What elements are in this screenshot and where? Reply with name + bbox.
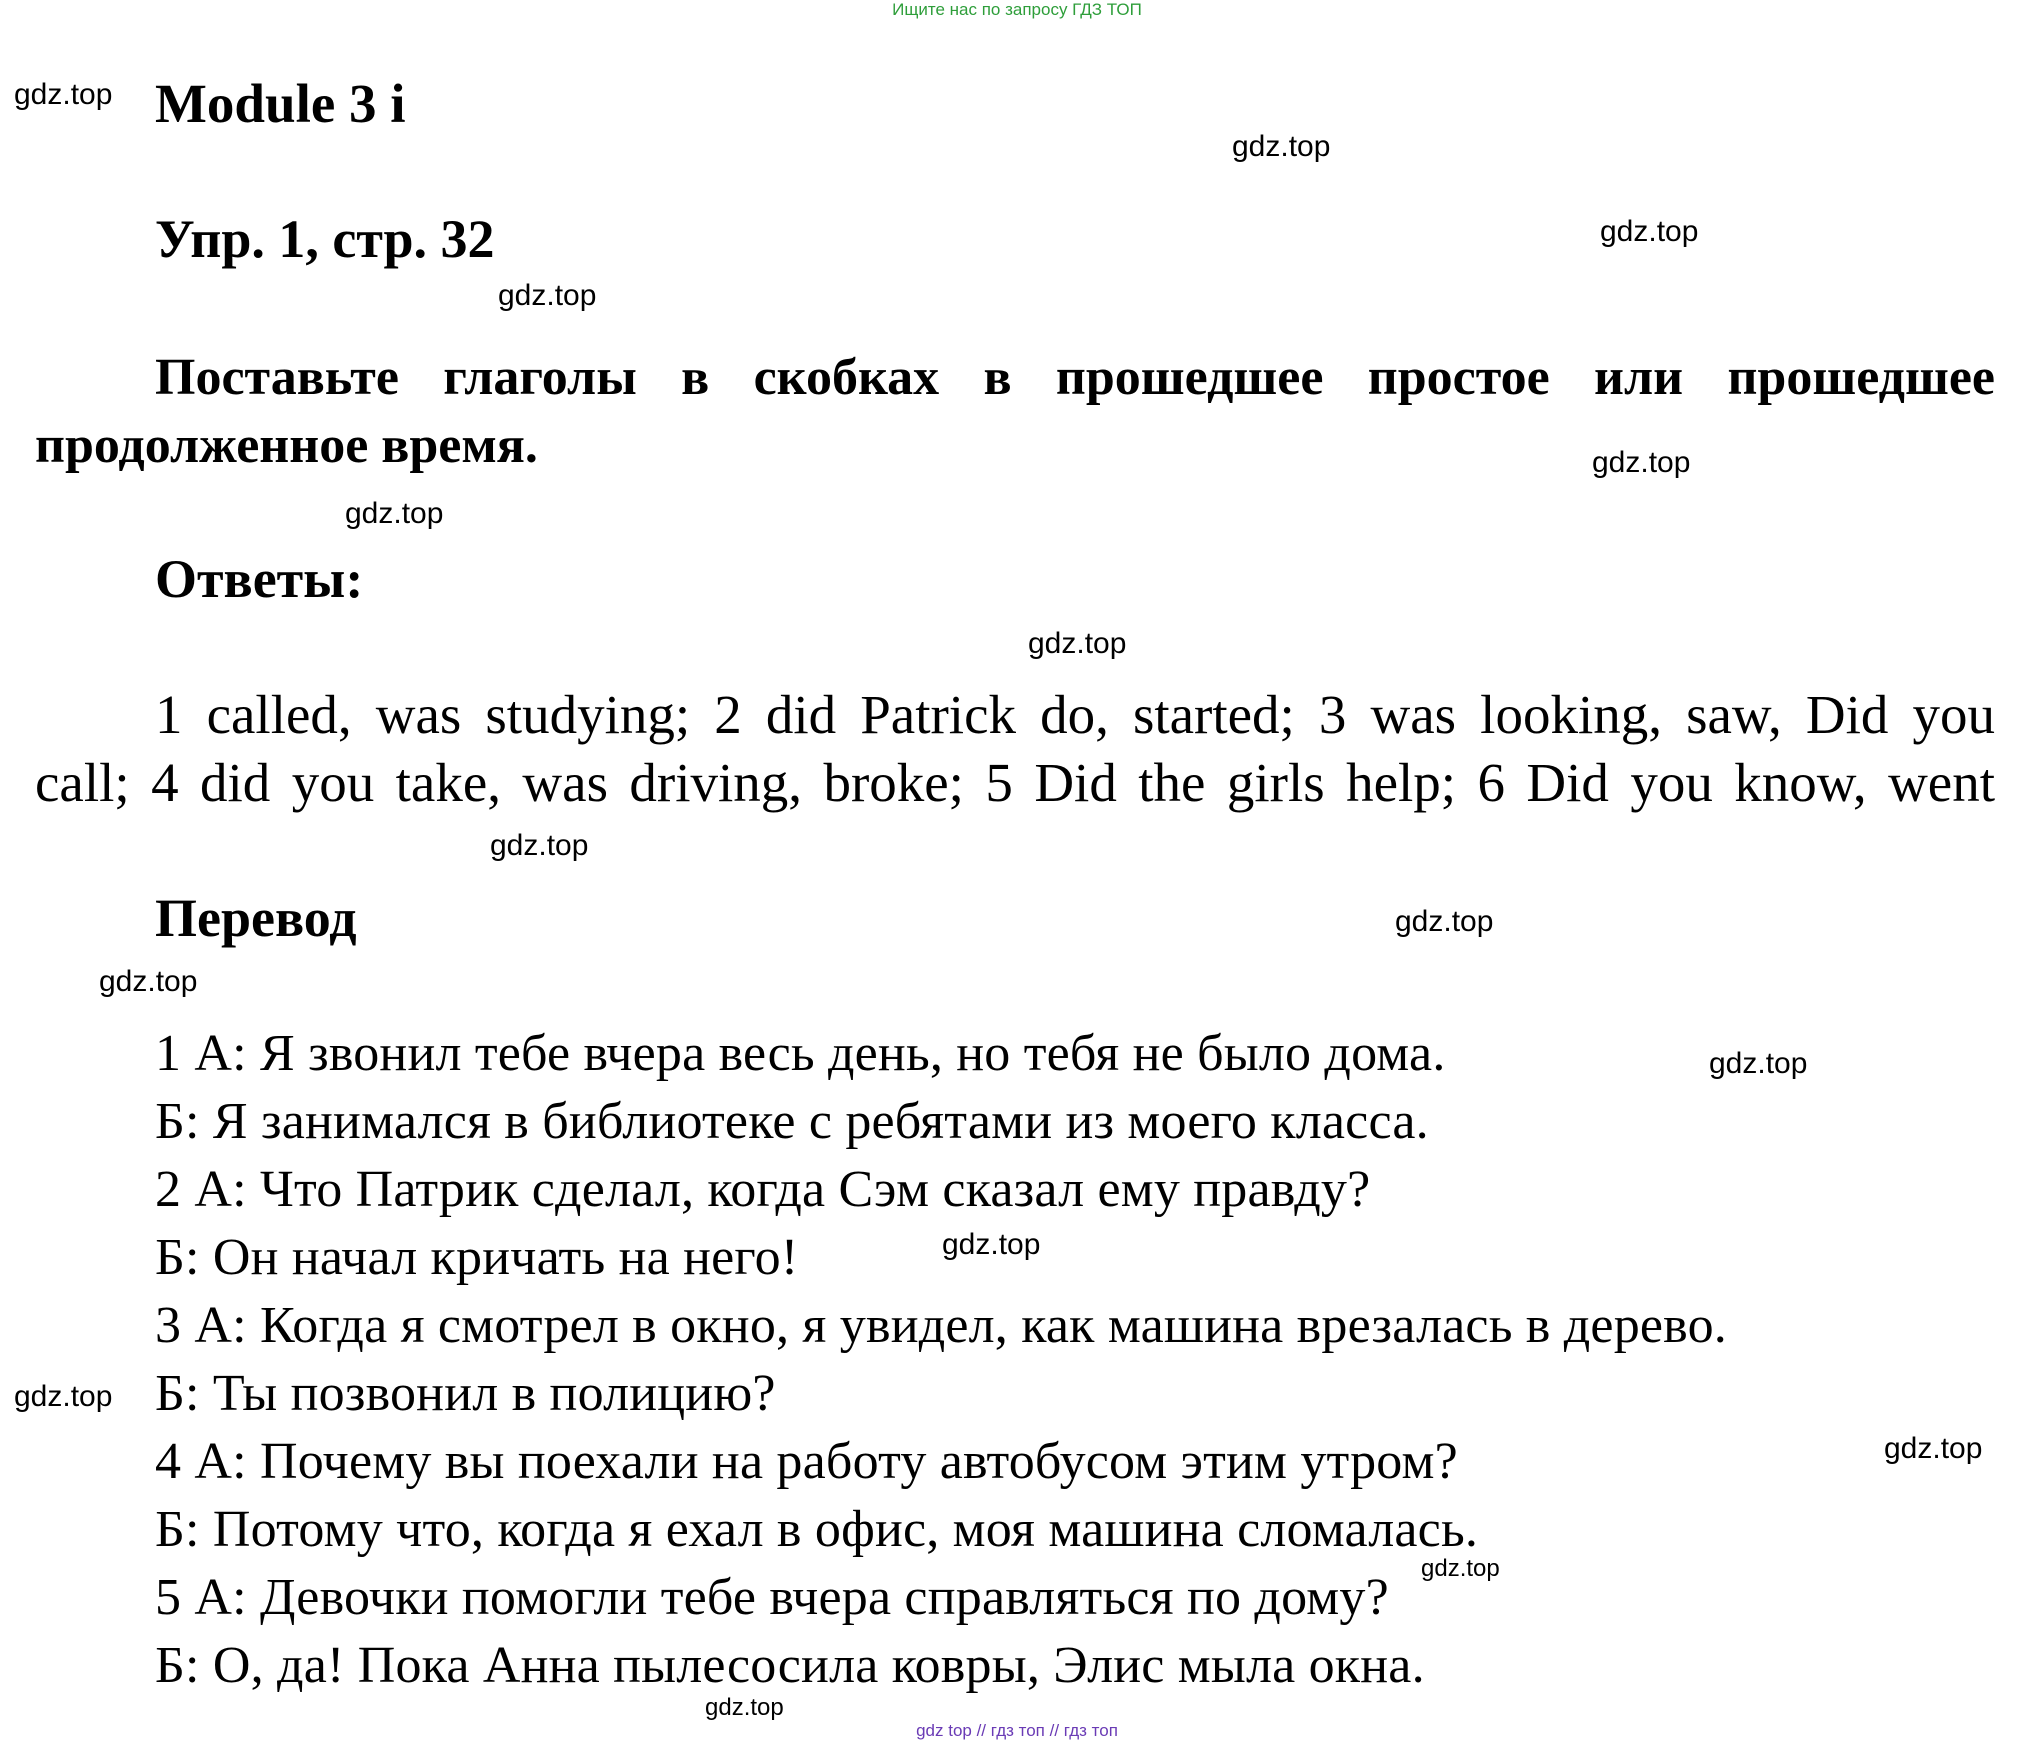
translation-line: Б: О, да! Пока Анна пылесосила ковры, Элис мыла окна. [155,1637,1425,1694]
translation-line: Б: Ты позвонил в полицию? [155,1365,776,1422]
watermark: gdz.top [490,829,589,862]
answers-line-2: call; 4 did you take, was driving, broke; 5 Did the girls help; 6 Did you know, went [35,752,1995,813]
task-line-1: Поставьте глаголы в скобках в прошедшее простое или прошедшее [155,349,1995,406]
translation-line: Б: Он начал кричать на него! [155,1229,799,1286]
watermark: gdz.top [1421,1555,1500,1582]
footer-links: gdz top // гдз топ // гдз топ [916,1721,1118,1740]
watermark: gdz.top [1232,130,1331,163]
watermark: gdz.top [345,497,444,530]
exercise-title: Упр. 1, стр. 32 [155,209,495,269]
translation-line: 1 А: Я звонил тебе вчера весь день, но тебя не было дома. [155,1025,1446,1082]
watermark: gdz.top [498,279,597,312]
answers-line-1: 1 called, was studying; 2 did Patrick do, started; 3 was looking, saw, Did you [155,684,1995,745]
translation-line: 2 А: Что Патрик сделал, когда Сэм сказал ему правду? [155,1161,1371,1218]
module-title: Module 3 i [155,73,406,134]
watermark: gdz.top [14,1380,113,1413]
watermark: gdz.top [1395,905,1494,938]
watermark: gdz.top [99,965,198,998]
task-line-2: продолженное время. [35,417,538,474]
translation-line: 5 А: Девочки помогли тебе вчера справляться по дому? [155,1569,1389,1626]
watermark: gdz.top [705,1694,784,1721]
translation-heading: Перевод [155,888,357,948]
translation-line: Б: Я занимался в библиотеке с ребятами из моего класса. [155,1093,1429,1150]
watermark: gdz.top [1600,215,1699,248]
watermark: gdz.top [1884,1432,1983,1465]
watermark: gdz.top [942,1228,1041,1261]
translation-line: 4 А: Почему вы поехали на работу автобусом этим утром? [155,1433,1458,1490]
watermark: gdz.top [1592,446,1691,479]
top-search-note: Ищите нас по запросу ГДЗ ТОП [892,0,1142,19]
translation-line: 3 А: Когда я смотрел в окно, я увидел, как машина врезалась в дерево. [155,1297,1727,1354]
watermark: gdz.top [14,78,113,111]
watermark: gdz.top [1709,1047,1808,1080]
answers-heading: Ответы: [155,549,364,609]
watermark: gdz.top [1028,627,1127,660]
translation-line: Б: Потому что, когда я ехал в офис, моя машина сломалась. [155,1501,1479,1558]
